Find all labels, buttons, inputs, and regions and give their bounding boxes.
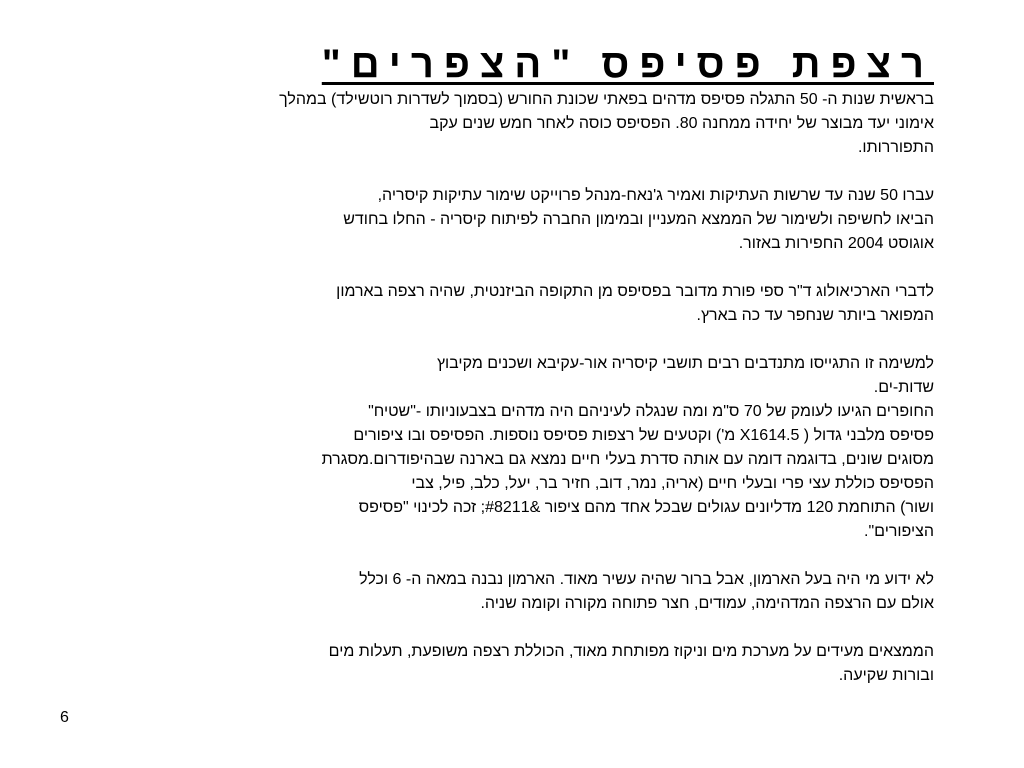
text-line: לא ידוע מי היה בעל הארמון, אבל ברור שהיה עשיר מאוד. הארמון נבנה במאה ה- 6 וכלל — [359, 571, 934, 588]
paragraph-volunteers — [214, 352, 934, 544]
text-line: אולם עם הרצפה המדהימה, עמודים, חצר פתוחה מקורה וקומה שניה. — [480, 595, 934, 612]
paragraph-archaeologist — [214, 280, 934, 328]
text-line: לדברי הארכיאולוג ד"ר ספי פורת מדובר בפסיפס מן התקופה הביזנטית, שהיה רצפה בארמון — [336, 283, 934, 300]
text-line: אוגוסט 2004 החפירות באזור. — [738, 235, 934, 252]
text-line: ובורות שקיעה. — [838, 667, 934, 684]
text-line: הממצאים מעידים על מערכת מים וניקוז מפותחת מאוד, הכוללת רצפה משופעת, תעלות מים — [328, 643, 934, 660]
paragraph-gap — [214, 544, 934, 568]
text-line: פסיפס מלבני גדול ( X1614.5 מ') וקטעים של רצפות פסיפס נוספות. הפסיפס ובו ציפורים — [353, 427, 934, 444]
paragraph-gap — [214, 616, 934, 640]
text-line: אימוני יעד מבוצר של יחידה ממחנה 80. הפסיפס כוסה לאחר חמש שנים עקב — [429, 115, 934, 132]
text-line: למשימה זו התגייסו מתנדבים רבים תושבי קיסריה אור-עקיבא ושכנים מקיבוץ — [436, 355, 934, 372]
text-line: שדות-ים. — [873, 379, 934, 396]
text-line: בראשית שנות ה- 50 התגלה פסיפס מדהים בפאתי שכונת החורש (בסמוך לשדרות רוטשילד) במהלך — [279, 91, 934, 108]
text-line: הציפורים". — [864, 523, 934, 540]
text-line: עברו 50 שנה עד שרשות העתיקות ואמיר ג'נאח-מנהל פרוייקט שימור עתיקות קיסריה, — [377, 187, 934, 204]
text-line: ושור) התוחמת 120 מדליונים עגולים שבכל אחד מהם ציפור &#8211; זכה לכינוי "פסיפס — [358, 499, 934, 516]
text-line: המפואר ביותר שנחפר עד כה בארץ. — [696, 307, 934, 324]
text-line: התפוררותו. — [857, 139, 934, 156]
paragraph-findings — [214, 640, 934, 688]
text-line: החופרים הגיעו לעומק של 70 ס"מ ומה שנגלה לעיניהם היה מדהים בצבעוניותו -"שטיח" — [368, 403, 934, 420]
text-line: הפסיפס כוללת עצי פרי ובעלי חיים (אריה, נמר, דוב, חזיר בר, יעל, כלב, פיל, צבי — [411, 475, 934, 492]
paragraph-excavation — [214, 184, 934, 256]
paragraph-gap — [214, 256, 934, 280]
paragraph-discovery — [214, 88, 934, 160]
paragraph-gap — [214, 160, 934, 184]
paragraph-palace — [214, 568, 934, 616]
text-line: מסוגים שונים, בדוגמה דומה עם אותה סדרת בעלי חיים נמצא גם בארנה שבהיפודרום.מסגרת — [321, 451, 934, 468]
page-number: 6 — [60, 709, 69, 726]
slide-body — [214, 88, 934, 688]
paragraph-gap — [214, 328, 934, 352]
text-line: הביאו לחשיפה ולשימור של הממצא המעניין ובמימון החברה לפיתוח קיסריה - החלו בחודש — [343, 211, 934, 228]
slide-title: רצפת פסיפס "הצפרים" — [321, 42, 934, 86]
